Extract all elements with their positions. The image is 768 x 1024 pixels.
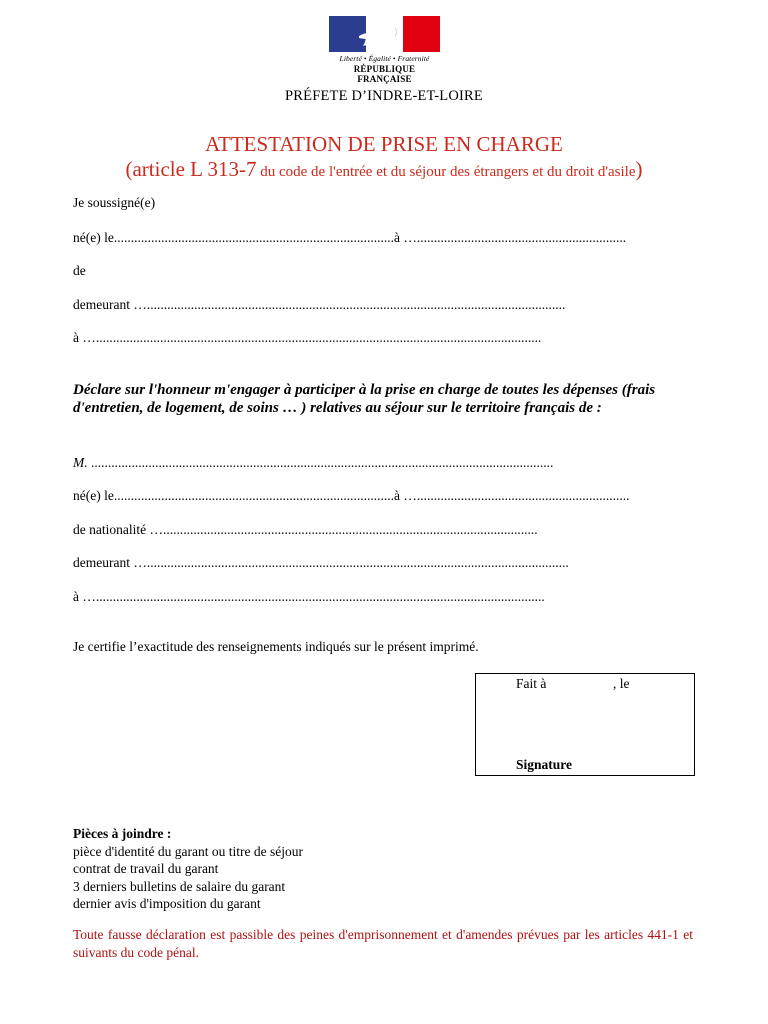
undersigned-label: Je soussigné(e) (73, 195, 156, 210)
prefecture-heading: PRÉFETE D’INDRE-ET-LOIRE (285, 88, 483, 104)
attachment-item: 3 derniers bulletins de salaire du garant (73, 878, 286, 894)
subtitle-close: ) (635, 157, 643, 181)
certification-text: Je certifie l’exactitude des renseignements indiqués sur le présent imprimé. (73, 639, 479, 654)
done-at-label: Fait à (516, 676, 547, 691)
name-dots: ......................................................................................................................................... (87, 455, 554, 470)
city-dots: …..................................................................................................................................... (79, 589, 545, 604)
attachment-item: pièce d'identité du garant ou titre de séjour (73, 843, 303, 859)
birth-place-dots: ….............................................................. (399, 230, 627, 245)
birth-date-dots: ................................................................................... (113, 488, 394, 503)
declaration-text: Déclare sur l'honneur m'engager à participer à la prise en charge de toutes les dépenses (frais d'entretien, de logement, de soins … ) relatives au séjour sur le territoire français de : (73, 382, 656, 416)
date-label: , le (613, 676, 630, 691)
birth-date-dots: ................................................................................... (113, 230, 394, 245)
attachment-item: dernier avis d'imposition du garant (73, 896, 261, 911)
beneficiary-nationality-field[interactable] (73, 522, 538, 538)
document-subtitle (0, 157, 768, 182)
residing-dots: …............................................................................................................................ (129, 297, 566, 312)
guarantor-of-label: de (73, 263, 86, 278)
beneficiary-birth-field[interactable] (73, 488, 629, 504)
guarantor-birth-field[interactable] (73, 230, 626, 246)
beneficiary-name-field[interactable] (73, 455, 553, 471)
legal-warning: Toute fausse déclaration est passible des peines d'emprisonnement et d'amendes prévues par les articles 441-1 et suivants du code pénal. (73, 927, 693, 960)
residing-label: demeurant (73, 555, 130, 570)
attachment-item: contrat de travail du garant (73, 861, 219, 876)
birth-place-label: à (393, 230, 400, 245)
birth-label: né(e) le (73, 488, 114, 503)
subtitle-article: (article L 313-7 (125, 157, 257, 181)
birth-place-dots: …............................................................... (399, 488, 630, 503)
republic-name: RÉPUBLIQUE FRANÇAISE (353, 64, 416, 84)
city-dots: ….................................................................................................................................... (79, 330, 542, 345)
guarantor-city-field[interactable] (73, 330, 541, 346)
beneficiary-city-field[interactable] (73, 589, 545, 605)
tricolor-flag (329, 16, 440, 52)
nationality-dots: …............................................................................................................... (146, 522, 538, 537)
birth-place-label: à (393, 488, 400, 503)
beneficiary-residence-field[interactable] (73, 555, 569, 571)
document-title: ATTESTATION DE PRISE EN CHARGE (205, 132, 563, 156)
republic-motto: Liberté • Égalité • Fraternité (339, 54, 430, 63)
marianne-icon (329, 16, 440, 52)
attachments-heading: Pièces à joindre : (73, 826, 172, 841)
signature-label: Signature (516, 757, 573, 772)
attachments-list (73, 825, 303, 913)
marianne-logo (329, 16, 440, 84)
city-label: à (73, 589, 79, 604)
guarantor-residence-field[interactable] (73, 297, 565, 313)
nationality-label: de nationalité (73, 522, 147, 537)
birth-label: né(e) le (73, 230, 114, 245)
residing-dots: …............................................................................................................................. (129, 555, 569, 570)
signature-box[interactable] (475, 673, 695, 776)
city-label: à (73, 330, 79, 345)
mr-label: M. (73, 455, 88, 470)
residing-label: demeurant (73, 297, 130, 312)
subtitle-text: du code de l'entrée et du séjour des étrangers et du droit d'asile (256, 164, 636, 180)
